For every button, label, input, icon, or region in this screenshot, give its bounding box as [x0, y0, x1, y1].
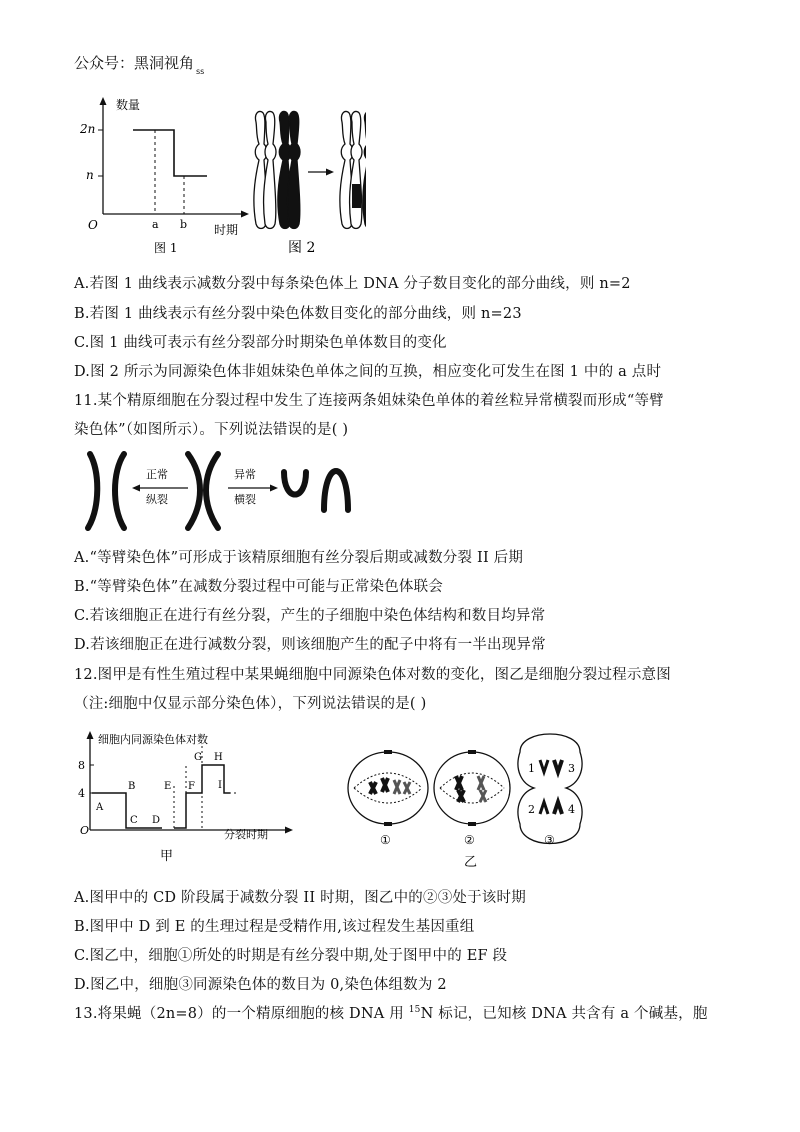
- q12-option-d: D.图乙中，细胞③同源染色体的数目为 0,染色体组数为 2: [74, 977, 447, 993]
- fig1-xtick-b: b: [180, 218, 188, 231]
- q11-option-b: B.“等臂染色体”在减数分裂过程中可能与正常染色体联会: [74, 579, 443, 595]
- figure-1-graph: [79, 97, 249, 255]
- q12-stem-line1: 12.图甲是有性生殖过程中某果蝇细胞中同源染色体对数的变化，图乙是细胞分裂过程示意图: [74, 667, 671, 683]
- q11-option-c: C.若该细胞正在进行有丝分裂，产生的子细胞中染色体结构和数目均异常: [74, 608, 546, 624]
- header-watermark: [74, 52, 204, 76]
- cell3-num-1: 1: [528, 762, 535, 775]
- cell3-num-3: 3: [568, 762, 575, 775]
- q12-seg-f: F: [188, 781, 195, 792]
- q13-superscript: 15: [408, 1005, 421, 1015]
- q13-text-a: 13.将果蝇（2n=8）的一个精原细胞的核 DNA 用: [74, 1006, 409, 1022]
- q12-seg-c: C: [130, 815, 138, 826]
- q11-option-a: A.“等臂染色体”可形成于该精原细胞有丝分裂后期或减数分裂 II 后期: [74, 550, 524, 566]
- q12-seg-b: B: [128, 781, 136, 792]
- q11-option-d: D.若该细胞正在进行减数分裂，则该细胞产生的配子中将有一半出现异常: [74, 637, 546, 653]
- fig1-curve: [133, 130, 207, 176]
- q12-option-a: A.图甲中的 CD 阶段属于减数分裂 II 时期，图乙中的②③处于该时期: [74, 890, 526, 906]
- q12-chart-ylabel: 细胞内同源染色体对数: [98, 733, 208, 746]
- q12-chart-ytick-4: 4: [78, 787, 85, 800]
- q12-seg-i: I: [218, 780, 222, 791]
- fig2-caption: 图 2: [288, 240, 316, 256]
- cell3-num-4: 4: [568, 803, 575, 816]
- cell-2: [434, 750, 510, 826]
- q12-option-c: C.图乙中，细胞①所处的时期是有丝分裂中期,处于图甲中的 EF 段: [74, 948, 508, 964]
- fig1-xtick-a: a: [152, 218, 159, 231]
- cell-label-1: ①: [380, 833, 391, 847]
- cell3-num-2: 2: [528, 803, 535, 816]
- q12-option-b: B.图甲中 D 到 E 的生理过程是受精作用,该过程发生基因重组: [74, 919, 475, 935]
- q12-chart-caption: 甲: [160, 849, 174, 864]
- q10-option-b: B.若图 1 曲线表示有丝分裂中染色体数目变化的部分曲线，则 n=23: [74, 306, 522, 322]
- q13-text-b: N 标记，已知核 DNA 共含有 a 个碱基，胞: [420, 1006, 708, 1022]
- q10-option-c: C.图 1 曲线可表示有丝分裂部分时期染色单体数目的变化: [74, 335, 447, 351]
- header-suffix: ss: [196, 67, 205, 76]
- figure-2-chromosomes: [254, 111, 366, 228]
- header-text: 公众号：黑洞视角: [74, 54, 195, 72]
- fig1-ytick-n: n: [86, 168, 94, 182]
- cell-label-2: ②: [464, 833, 475, 847]
- q11-stem-line2: 染色体”（如图所示）。下列说法错误的是( ): [74, 422, 349, 438]
- fig1-ylabel: 数量: [116, 98, 141, 112]
- q10-option-a: A.若图 1 曲线表示减数分裂中每条染色体上 DNA 分子数目变化的部分曲线，则 n=2: [74, 276, 631, 292]
- fig1-caption: 图 1: [154, 241, 178, 255]
- q10-option-d: D.图 2 所示为同源染色体非姐妹染色单体之间的互换，相应变化可发生在图 1 中的 a 点时: [74, 364, 662, 380]
- figure-1-2: [76, 92, 366, 260]
- q12-stem-line2: （注:细胞中仅显示部分染色体），下列说法错误的是( ): [74, 696, 427, 712]
- q12-cells-caption: 乙: [464, 855, 478, 870]
- fig1-ytick-2n: 2n: [80, 122, 96, 136]
- q11-figure: [80, 450, 360, 534]
- fig1-origin: O: [88, 218, 98, 232]
- q12-seg-d: D: [152, 815, 161, 826]
- q11-label-horizontal: 横裂: [234, 493, 256, 506]
- q11-label-vertical: 纵裂: [146, 493, 168, 506]
- q12-chart-xlabel: 分裂时期: [224, 828, 268, 841]
- q12-chart-ytick-8: 8: [78, 759, 85, 772]
- q11-label-normal: 正常: [146, 468, 168, 481]
- q11-label-abnormal: 异常: [234, 468, 256, 481]
- q12-seg-h: H: [214, 752, 223, 763]
- q11-stem-line1: 11.某个精原细胞在分裂过程中发生了连接两条姐妹染色单体的着丝粒异常横裂而形成“等臂: [74, 393, 664, 409]
- q12-chart-jia: [78, 726, 300, 866]
- cell-1: [348, 750, 428, 826]
- q12-seg-a: A: [96, 802, 104, 813]
- q12-cells-yi: [340, 722, 590, 872]
- q12-seg-e: E: [164, 781, 172, 792]
- cell-3: [518, 734, 582, 844]
- fig1-xlabel: 时期: [214, 223, 239, 237]
- q13-stem: [74, 1002, 708, 1023]
- q12-chart-origin: O: [80, 824, 90, 837]
- cell-label-3: ③: [544, 833, 555, 847]
- q12-seg-g: G: [194, 752, 202, 763]
